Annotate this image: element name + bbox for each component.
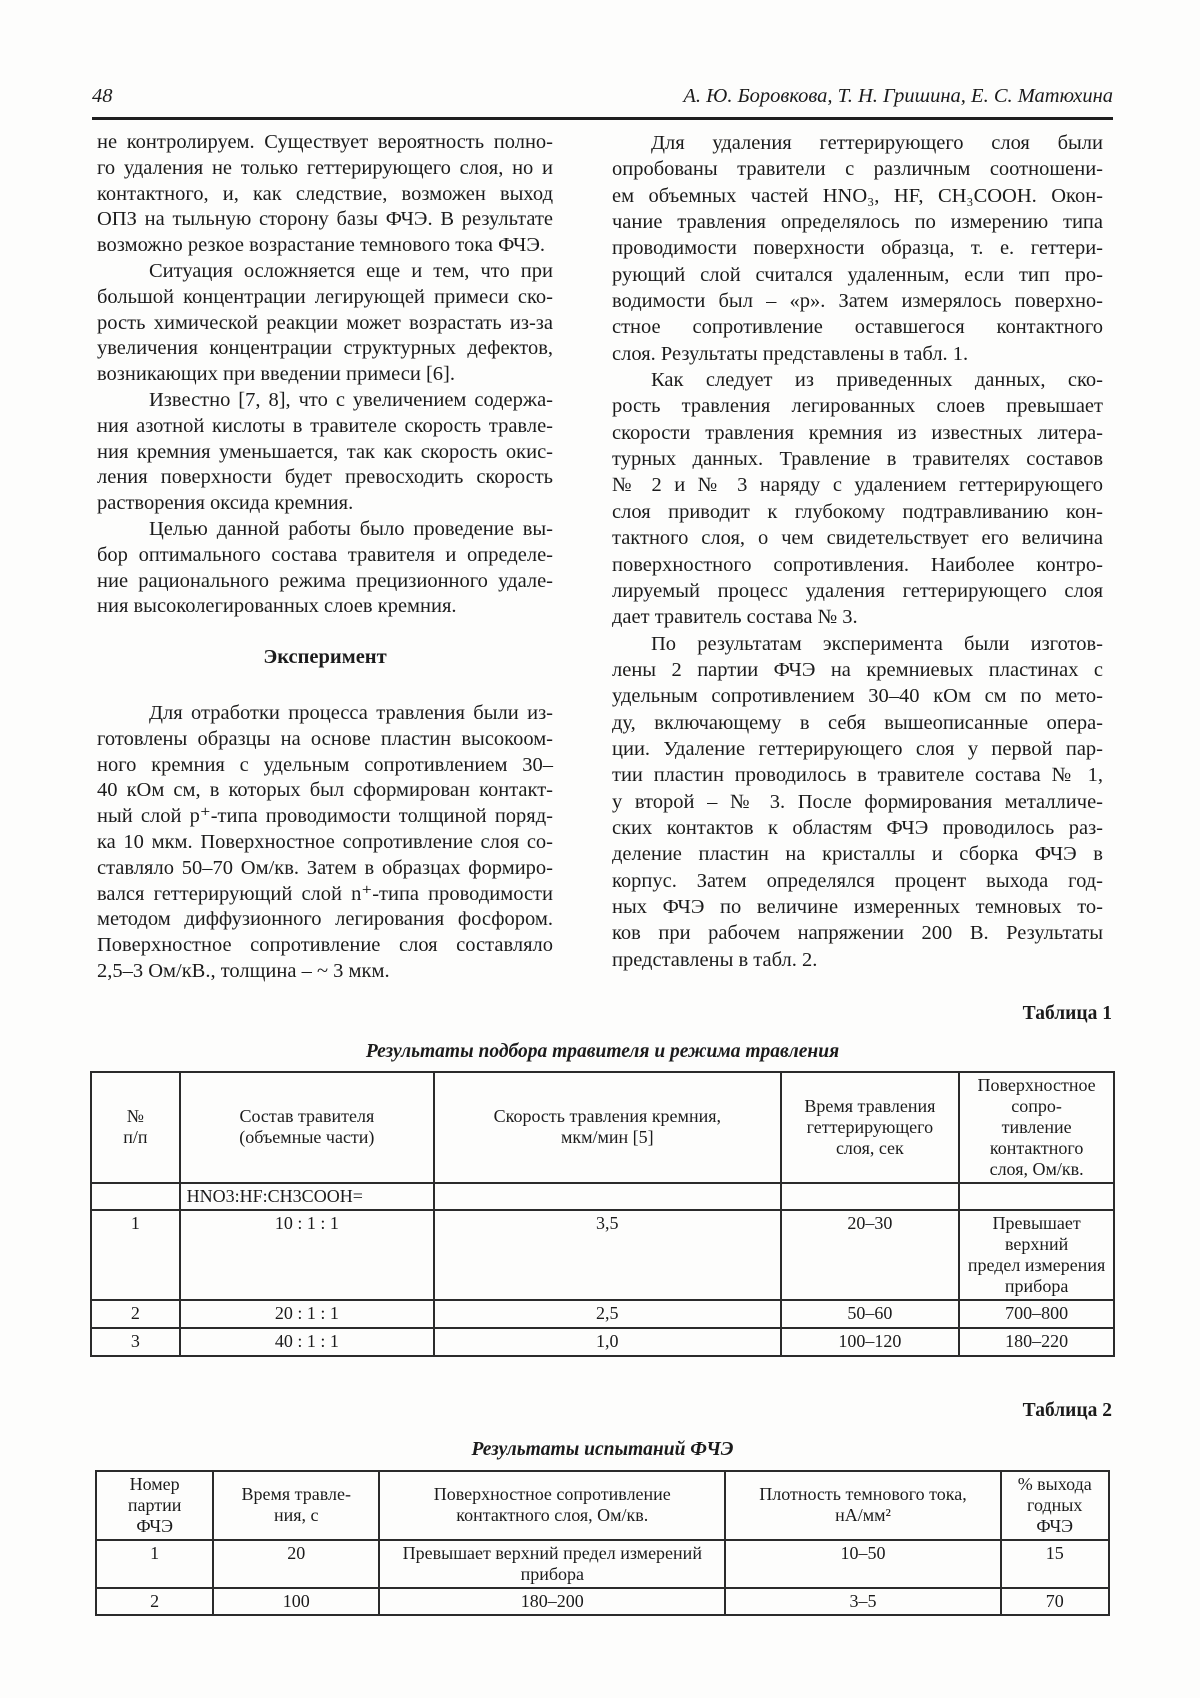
text-line: ка 10 мкм. Поверхностное сопротивление слоя со- <box>97 830 553 853</box>
table2 <box>95 1470 1110 1616</box>
text-line: чание травления определялось по измерению типа <box>612 211 1103 234</box>
table2-caption: Результаты испытаний ФЧЭ <box>471 1438 734 1460</box>
text-line: Целью данной работы было проведение вы- <box>149 517 553 540</box>
text-line: ции. Удаление геттерирующего слоя у первой пар- <box>612 737 1103 760</box>
table-cell <box>781 1183 960 1210</box>
table-cell: 2 <box>91 1300 180 1328</box>
table-cell: 70 <box>1001 1588 1109 1615</box>
text-line: возникающих при введении примеси [6]. <box>97 363 455 386</box>
text-line: опробованы травители с различным соотношени- <box>612 158 1103 181</box>
text-line: ков при рабочем напряжении 200 В. Результаты <box>612 922 1103 945</box>
text-line: го удаления не только геттерирующего слоя, но и <box>97 156 553 179</box>
text-line: водимости был – «р». Затем измерялось поверхно- <box>612 290 1103 313</box>
table1 <box>90 1071 1115 1357</box>
text-line: Известно [7, 8], что с увеличением содержа- <box>149 388 553 411</box>
left-column <box>97 130 553 985</box>
text-line: вался геттерирующий слой n⁺-типа проводимости <box>97 882 553 905</box>
table-cell: HNO3:HF:CH3COOH= <box>180 1183 434 1210</box>
text-line: удельным сопротивлением 30–40 кОм см по мето- <box>612 685 1103 708</box>
text-line: возможно резкое возрастание темнового тока ФЧЭ. <box>97 234 545 257</box>
table-cell: 20 <box>213 1540 379 1588</box>
text-line: тактного слоя, о чем свидетельствует его величина <box>612 527 1103 550</box>
table-cell: Превышает верхний предел измерения прибора <box>959 1210 1114 1300</box>
table-cell: 1,0 <box>434 1328 780 1356</box>
table1-label: Таблица 1 <box>1022 1002 1112 1024</box>
text-line: ОПЗ на тыльную сторону базы ФЧЭ. В результате <box>97 208 553 231</box>
text-line: ние рационального режима прецизионного удале- <box>97 569 553 592</box>
table-cell: 20–30 <box>781 1210 960 1300</box>
table-cell: 2 <box>96 1588 213 1615</box>
table-cell: 1 <box>91 1210 180 1300</box>
text-line: деление пластин на кристаллы и сборка ФЧЭ в <box>612 843 1103 866</box>
text-line: ного кремния с удельным сопротивлением 30– <box>97 753 553 776</box>
text-line: большой концентрации легирующей примеси ско- <box>97 285 553 308</box>
text-line: ния высоколегированных слоев кремния. <box>97 595 457 618</box>
text-line: не контролируем. Существует вероятность полно- <box>97 131 553 153</box>
text-line: ния кремния уменьшается, так как скорость окис- <box>97 440 553 463</box>
column-header: Номер партии ФЧЭ <box>96 1471 213 1540</box>
table-header-row <box>91 1072 1114 1183</box>
table-cell: 40 : 1 : 1 <box>180 1328 434 1356</box>
text-line: Поверхностное сопротивление слоя составляло <box>97 934 553 957</box>
table-cell: 10–50 <box>725 1540 1000 1588</box>
text-line: представлены в табл. 2. <box>612 948 818 971</box>
table-cell: 100 <box>213 1588 379 1615</box>
table-cell: 15 <box>1001 1540 1109 1588</box>
table-cell: 180–200 <box>379 1588 725 1615</box>
column-header: Поверхностное сопро- тивление контактного слоя, Ом/кв. <box>959 1072 1114 1183</box>
running-head <box>92 0 1113 120</box>
column-header: Состав травителя (объемные части) <box>180 1072 434 1183</box>
table-cell: 3,5 <box>434 1210 780 1300</box>
table-cell: 2,5 <box>434 1300 780 1328</box>
text-line: Как следует из приведенных данных, ско- <box>651 369 1103 392</box>
table-cell <box>959 1183 1114 1210</box>
table-cell: 20 : 1 : 1 <box>180 1300 434 1328</box>
table-cell: 100–120 <box>781 1328 960 1356</box>
text-line: увеличения концентрации структурных дефектов, <box>97 337 553 360</box>
text-line: дает травитель состава № 3. <box>612 606 858 629</box>
table-row <box>91 1328 1114 1356</box>
table1-caption: Результаты подбора травителя и режима травления <box>365 1040 840 1062</box>
text-line: ем объемных частей HNO₃, HF, CH₃COOH. Окон- <box>612 184 1103 207</box>
text-line: рость химической реакции может возрастать из-за <box>97 311 553 334</box>
table-cell: 3–5 <box>725 1588 1000 1615</box>
text-line: стное сопротивление оставшегося контактного <box>612 316 1103 339</box>
table-cell: 50–60 <box>781 1300 960 1328</box>
text-line: Ситуация осложняется еще и тем, что при <box>149 259 553 282</box>
text-line: контактного, и, как следствие, возможен выход <box>97 182 553 205</box>
text-line: скорости травления кремния из известных литера- <box>612 421 1103 444</box>
running-head-authors: А. Ю. Боровкова, Т. Н. Гришина, Е. С. Матюхина <box>683 85 1113 107</box>
table-header-row <box>96 1471 1109 1540</box>
text-line: 40 кОм см, в которых был сформирован контакт- <box>97 779 553 802</box>
table-subheader-row <box>91 1183 1114 1210</box>
column-header: № п/п <box>91 1072 180 1183</box>
table-row <box>96 1588 1109 1615</box>
text-line: По результатам эксперимента были изготов- <box>651 632 1103 655</box>
column-header: Поверхностное сопротивление контактного слоя, Ом/кв. <box>379 1471 725 1540</box>
text-line: корпус. Затем определялся процент выхода год- <box>612 869 1103 892</box>
text-line: слоя приводит к глубокому подтравливанию кон- <box>612 500 1103 523</box>
text-line: у второй – № 3. После формирования металличе- <box>612 790 1103 813</box>
text-line: ставляло 50–70 Ом/кв. Затем в образцах формиро- <box>97 856 553 879</box>
table-cell <box>434 1183 780 1210</box>
text-line: проводимости поверхности образца, т. е. геттери- <box>612 237 1103 260</box>
text-line: бор оптимального состава травителя и определе- <box>97 543 553 566</box>
table-row <box>96 1540 1109 1588</box>
text-line: поверхностного сопротивления. Наиболее контро- <box>612 553 1103 576</box>
text-line: ный слой p⁺-типа проводимости толщиной поряд- <box>97 805 553 828</box>
text-line: растворения оксида кремния. <box>97 492 354 515</box>
text-line: турных данных. Травление в травителях составов <box>612 448 1103 471</box>
column-header: Плотность темнового тока, нА/мм² <box>725 1471 1000 1540</box>
text-line: Для отработки процесса травления были из- <box>149 701 553 724</box>
text-line: № 2 и № 3 наряду с удалением геттерирующего <box>612 474 1103 497</box>
table-row <box>91 1210 1114 1300</box>
text-line: лены 2 партии ФЧЭ на кремниевых пластинах с <box>612 658 1103 681</box>
table-row <box>91 1300 1114 1328</box>
text-line: 2,5–3 Ом/кВ., толщина – ~ 3 мкм. <box>97 959 390 982</box>
text-line: Для удаления геттерирующего слоя были <box>651 132 1103 154</box>
table2-label: Таблица 2 <box>1022 1399 1112 1421</box>
right-column <box>612 130 1103 985</box>
table-cell: 3 <box>91 1328 180 1356</box>
table-cell: Превышает верхний предел измерений прибора <box>379 1540 725 1588</box>
text-line: ления поверхности будет превосходить скорость <box>97 466 553 489</box>
text-line: ных ФЧЭ по величине измеренных темновых то- <box>612 895 1103 918</box>
text-line: методом диффузионного легирования фосфором. <box>97 908 553 931</box>
section-heading: Эксперимент <box>263 646 387 669</box>
table-cell: 180–220 <box>959 1328 1114 1356</box>
text-line: рость травления легированных слоев превышает <box>612 395 1103 418</box>
text-line: слоя. Результаты представлены в табл. 1. <box>612 342 969 365</box>
body-columns <box>97 130 1115 985</box>
table-cell: 1 <box>96 1540 213 1588</box>
column-header: Время травления геттерирующего слоя, сек <box>781 1072 960 1183</box>
table-cell: 10 : 1 : 1 <box>180 1210 434 1300</box>
column-header: Время травле- ния, с <box>213 1471 379 1540</box>
text-line: ских контактов к областям ФЧЭ проводилось раз- <box>612 816 1103 839</box>
text-line: тии пластин проводилось в травителе состава № 1, <box>612 764 1103 787</box>
text-line: ния азотной кислоты в травителе скорость травле- <box>97 414 553 437</box>
column-header: % выхода годных ФЧЭ <box>1001 1471 1109 1540</box>
text-line: готовлены образцы на основе пластин высокоом- <box>97 727 553 750</box>
column-header: Скорость травления кремния, мкм/мин [5] <box>434 1072 780 1183</box>
table-cell <box>91 1183 180 1210</box>
page-number: 48 <box>92 85 113 107</box>
text-line: рующий слой считался удаленным, если тип про- <box>612 263 1103 286</box>
table-cell: 700–800 <box>959 1300 1114 1328</box>
text-line: лируемый процесс удаления геттерирующего слоя <box>612 579 1103 602</box>
text-line: ду, включающему в себя вышеописанные опера- <box>612 711 1103 734</box>
